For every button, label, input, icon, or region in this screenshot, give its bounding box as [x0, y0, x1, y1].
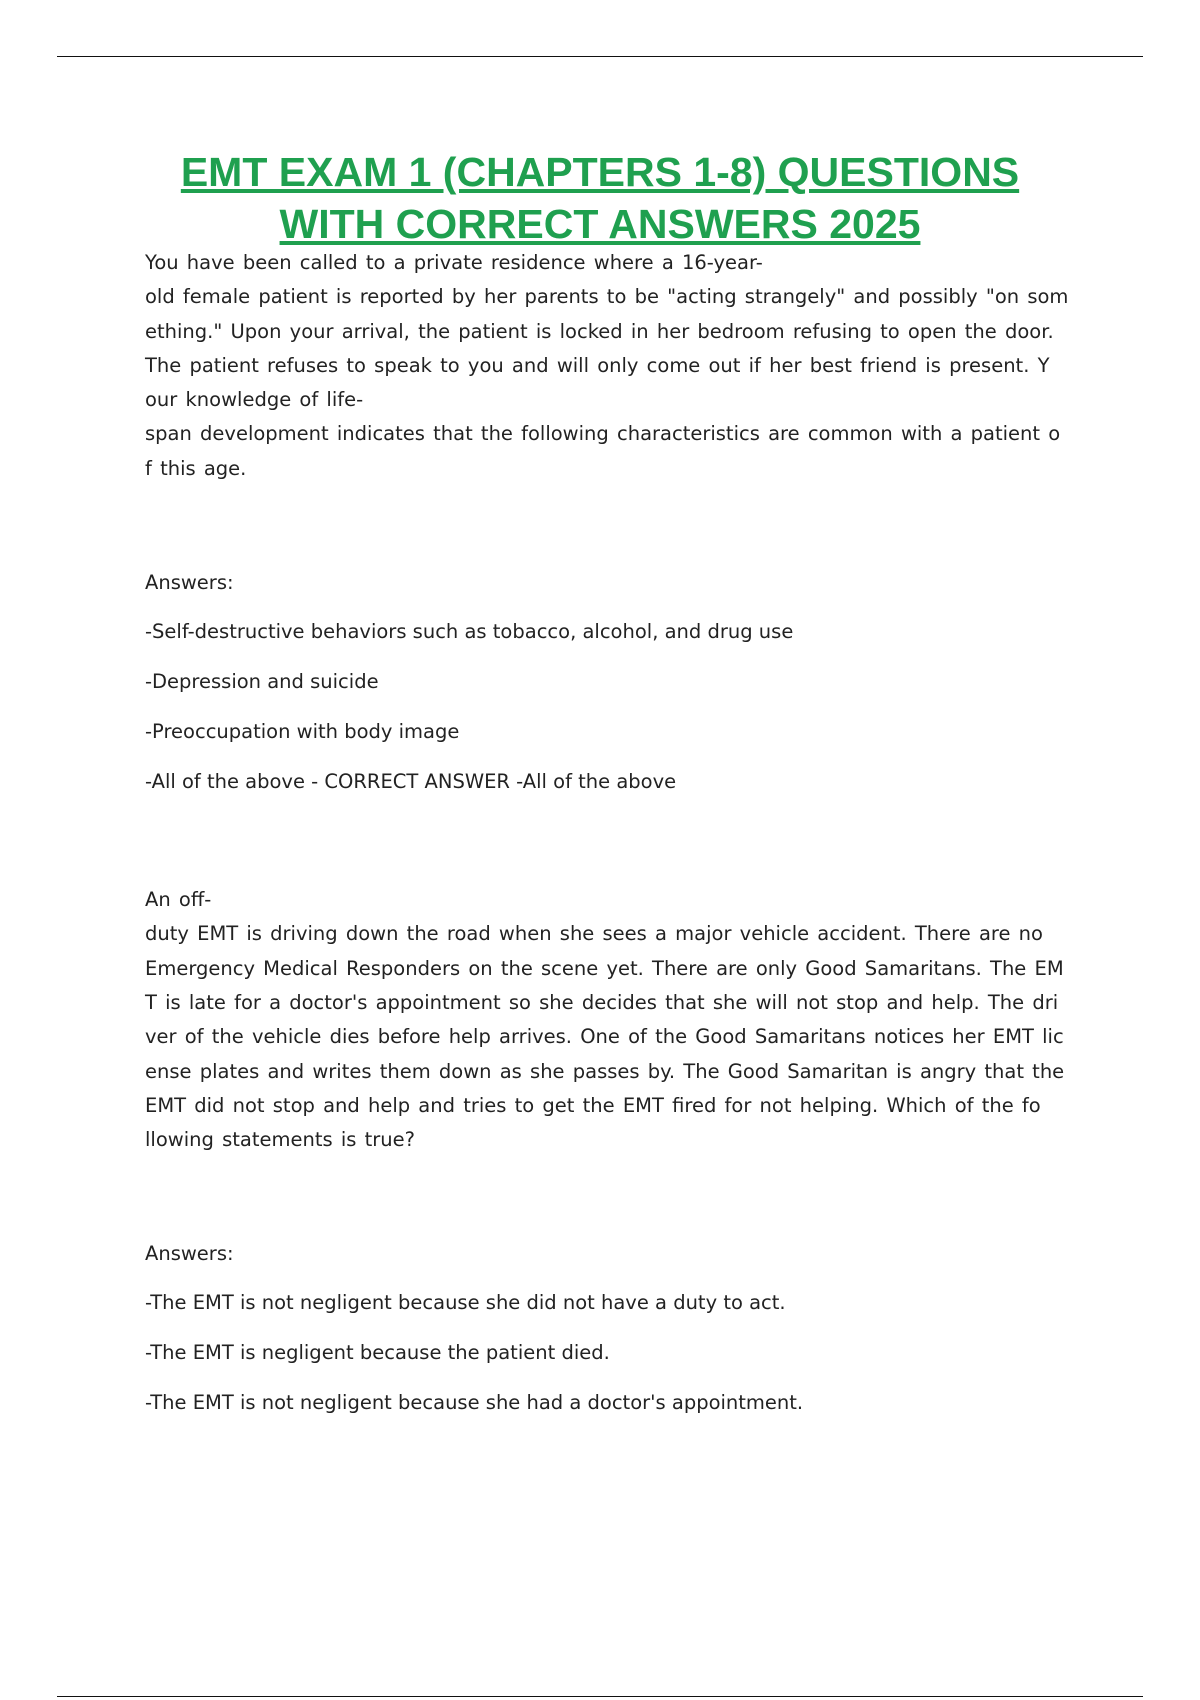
question-line: The patient refuses to speak to you and will only come out if her best friend is present. Y	[145, 353, 1050, 377]
question-line: our knowledge of life-	[145, 388, 364, 412]
document-body	[145, 246, 1089, 1420]
question-line: T is late for a doctor's appointment so she decides that she will not stop and help. The dri	[145, 990, 1059, 1014]
answer-option: -The EMT is negligent because the patient died.	[145, 1341, 610, 1365]
question-line: old female patient is reported by her parents to be "acting strangely" and possibly "on som	[145, 285, 1069, 309]
bottom-rule	[57, 1696, 1143, 1697]
answer-option-correct: -All of the above - CORRECT ANSWER -All of the above	[145, 770, 677, 794]
question-line: ver of the vehicle dies before help arrives. One of the Good Samaritans notices her EMT lic	[145, 1025, 1064, 1049]
question-1	[145, 246, 1089, 486]
question-2	[145, 883, 1089, 1157]
title-line-1: EMT EXAM 1 (CHAPTERS 1-8) QUESTIONS	[180, 149, 1020, 195]
question-line: EMT did not stop and help and tries to get the EMT fired for not helping. Which of the fo	[145, 1093, 1041, 1117]
answers-label: Answers:	[145, 571, 234, 595]
answer-option: -The EMT is not negligent because she did not have a duty to act.	[145, 1291, 786, 1315]
question-line: Emergency Medical Responders on the scene yet. There are only Good Samaritans. The EM	[145, 956, 1064, 980]
question-line: span development indicates that the following characteristics are common with a patient o	[145, 422, 1061, 446]
answer-options	[145, 615, 1089, 799]
title-line-2: WITH CORRECT ANSWERS 2025	[279, 201, 921, 247]
answer-option: -Self-destructive behaviors such as tobacco, alcohol, and drug use	[145, 620, 794, 644]
answer-option: -Depression and suicide	[145, 670, 379, 694]
question-line: An off-	[145, 888, 212, 912]
question-line: ething." Upon your arrival, the patient is locked in her bedroom refusing to open the door.	[145, 319, 1054, 343]
document-title	[60, 146, 1140, 250]
answers-label: Answers:	[145, 1242, 234, 1266]
answer-options	[145, 1286, 1089, 1420]
question-line: llowing statements is true?	[145, 1128, 415, 1152]
question-line: ense plates and writes them down as she passes by. The Good Samaritan is angry that the	[145, 1059, 1065, 1083]
question-line: f this age.	[145, 456, 247, 480]
answer-option: -Preoccupation with body image	[145, 720, 460, 744]
answer-option: -The EMT is not negligent because she had a doctor's appointment.	[145, 1391, 804, 1415]
question-line: You have been called to a private residence where a 16-year-	[145, 251, 763, 274]
top-rule	[57, 56, 1143, 57]
question-line: duty EMT is driving down the road when she sees a major vehicle accident. There are no	[145, 922, 1043, 946]
